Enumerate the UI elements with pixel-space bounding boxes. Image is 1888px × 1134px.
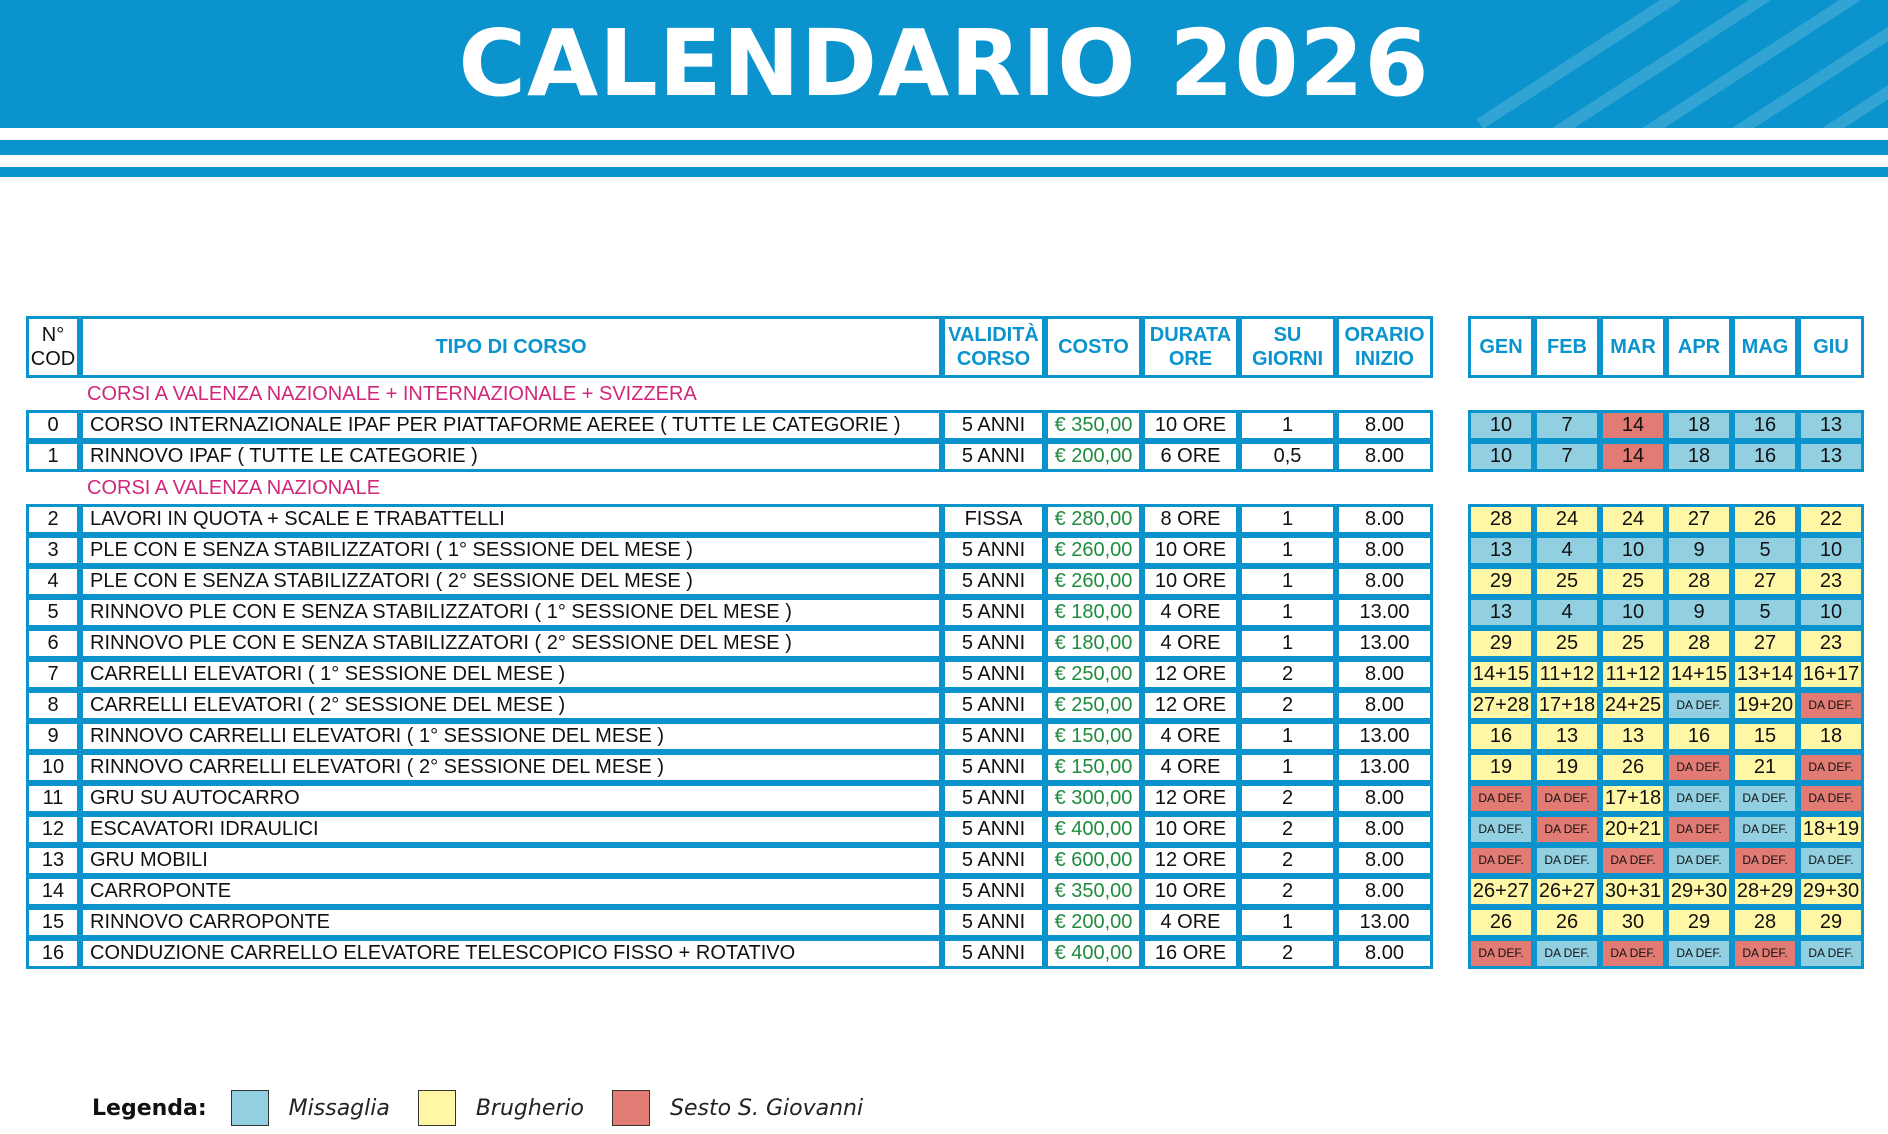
cell-validita: 5 ANNI xyxy=(942,566,1045,597)
cell-giorni: 1 xyxy=(1239,628,1336,659)
cell-cod: 4 xyxy=(26,566,80,597)
month-cell: 11+12 xyxy=(1534,659,1600,690)
cell-validita: 5 ANNI xyxy=(942,535,1045,566)
header-banner xyxy=(0,0,1888,128)
month-cell: 28 xyxy=(1468,504,1534,535)
cell-durata: 10 ORE xyxy=(1142,410,1239,441)
month-header-feb: FEB xyxy=(1534,316,1600,378)
month-cell: 16 xyxy=(1732,410,1798,441)
month-cell: DA DEF. xyxy=(1666,814,1732,845)
cell-orario: 8.00 xyxy=(1336,814,1433,845)
month-cell: 10 xyxy=(1468,410,1534,441)
month-cell: 24 xyxy=(1534,504,1600,535)
cell-giorni: 0,5 xyxy=(1239,441,1336,472)
month-cell: DA DEF. xyxy=(1798,690,1864,721)
month-cell: 13 xyxy=(1534,721,1600,752)
month-cell: 21 xyxy=(1732,752,1798,783)
cell-cod: 7 xyxy=(26,659,80,690)
cell-giorni: 2 xyxy=(1239,814,1336,845)
cell-validita: 5 ANNI xyxy=(942,690,1045,721)
month-cell: 25 xyxy=(1600,566,1666,597)
cell-costo: € 200,00 xyxy=(1045,907,1142,938)
month-row xyxy=(1468,876,1864,907)
month-cell: 27 xyxy=(1732,628,1798,659)
course-table xyxy=(26,316,1433,969)
cell-costo: € 350,00 xyxy=(1045,410,1142,441)
month-cell: 13+14 xyxy=(1732,659,1798,690)
month-cell: 13 xyxy=(1600,721,1666,752)
cell-durata: 4 ORE xyxy=(1142,907,1239,938)
month-header-gen: GEN xyxy=(1468,316,1534,378)
month-cell: 23 xyxy=(1798,628,1864,659)
cell-name: PLE CON E SENZA STABILIZZATORI ( 1° SESSIONE DEL MESE ) xyxy=(80,535,942,566)
month-cell: 26+27 xyxy=(1534,876,1600,907)
table-row xyxy=(26,504,1433,535)
cell-cod: 12 xyxy=(26,814,80,845)
cell-durata: 10 ORE xyxy=(1142,814,1239,845)
month-cell: 25 xyxy=(1534,628,1600,659)
cell-name: CARROPONTE xyxy=(80,876,942,907)
cell-giorni: 2 xyxy=(1239,659,1336,690)
cell-orario: 8.00 xyxy=(1336,938,1433,969)
month-row xyxy=(1468,783,1864,814)
cell-cod: 14 xyxy=(26,876,80,907)
legend-text-missaglia: Missaglia xyxy=(288,1095,390,1121)
cell-orario: 8.00 xyxy=(1336,441,1433,472)
month-cell: 14 xyxy=(1600,441,1666,472)
cell-name: GRU MOBILI xyxy=(80,845,942,876)
cell-durata: 12 ORE xyxy=(1142,783,1239,814)
month-cell: 20+21 xyxy=(1600,814,1666,845)
month-row xyxy=(1468,938,1864,969)
month-cell: 9 xyxy=(1666,597,1732,628)
month-cell: DA DEF. xyxy=(1468,845,1534,876)
cell-costo: € 150,00 xyxy=(1045,752,1142,783)
table-row xyxy=(26,441,1433,472)
month-cell: 15 xyxy=(1732,721,1798,752)
month-cell: 13 xyxy=(1798,441,1864,472)
cell-costo: € 350,00 xyxy=(1045,876,1142,907)
cell-cod: 15 xyxy=(26,907,80,938)
month-cell: DA DEF. xyxy=(1732,845,1798,876)
month-cell: 14+15 xyxy=(1666,659,1732,690)
month-header-mag: MAG xyxy=(1732,316,1798,378)
month-cell: DA DEF. xyxy=(1600,938,1666,969)
month-cell: DA DEF. xyxy=(1468,814,1534,845)
cell-validita: 5 ANNI xyxy=(942,845,1045,876)
month-cell: 19 xyxy=(1534,752,1600,783)
month-cell: 10 xyxy=(1600,535,1666,566)
cell-name: CONDUZIONE CARRELLO ELEVATORE TELESCOPICO FISSO + ROTATIVO xyxy=(80,938,942,969)
month-cell: 29+30 xyxy=(1666,876,1732,907)
month-cell: 30 xyxy=(1600,907,1666,938)
month-cell: DA DEF. xyxy=(1666,783,1732,814)
month-cell: 4 xyxy=(1534,597,1600,628)
cell-orario: 13.00 xyxy=(1336,721,1433,752)
cell-validita: 5 ANNI xyxy=(942,876,1045,907)
month-cell: 16 xyxy=(1468,721,1534,752)
cell-name: CARRELLI ELEVATORI ( 1° SESSIONE DEL MESE ) xyxy=(80,659,942,690)
table-row xyxy=(26,410,1433,441)
cell-durata: 12 ORE xyxy=(1142,690,1239,721)
cell-cod: 2 xyxy=(26,504,80,535)
month-cell: DA DEF. xyxy=(1534,783,1600,814)
cell-giorni: 2 xyxy=(1239,876,1336,907)
month-cell: DA DEF. xyxy=(1732,783,1798,814)
month-cell: 4 xyxy=(1534,535,1600,566)
month-cell: DA DEF. xyxy=(1468,938,1534,969)
cell-giorni: 1 xyxy=(1239,566,1336,597)
month-cell: 16 xyxy=(1732,441,1798,472)
cell-giorni: 1 xyxy=(1239,410,1336,441)
cell-costo: € 400,00 xyxy=(1045,938,1142,969)
month-cell: 28+29 xyxy=(1732,876,1798,907)
month-cell: 29 xyxy=(1798,907,1864,938)
month-cell: 7 xyxy=(1534,410,1600,441)
month-row xyxy=(1468,721,1864,752)
month-cell: 10 xyxy=(1600,597,1666,628)
month-row xyxy=(1468,597,1864,628)
cell-validita: FISSA xyxy=(942,504,1045,535)
page-title: CALENDARIO 2026 xyxy=(458,10,1430,117)
month-cell: 11+12 xyxy=(1600,659,1666,690)
table-row xyxy=(26,876,1433,907)
col-header-validita: VALIDITÀ CORSO xyxy=(942,316,1045,378)
month-cell: 13 xyxy=(1468,597,1534,628)
month-cell: DA DEF. xyxy=(1798,783,1864,814)
cell-costo: € 180,00 xyxy=(1045,597,1142,628)
cell-costo: € 300,00 xyxy=(1045,783,1142,814)
month-header-mar: MAR xyxy=(1600,316,1666,378)
cell-name: GRU SU AUTOCARRO xyxy=(80,783,942,814)
col-header-giorni: SU GIORNI xyxy=(1239,316,1336,378)
month-cell: 29 xyxy=(1666,907,1732,938)
month-cell: 25 xyxy=(1534,566,1600,597)
table-row xyxy=(26,628,1433,659)
cell-giorni: 1 xyxy=(1239,535,1336,566)
cell-costo: € 200,00 xyxy=(1045,441,1142,472)
cell-orario: 13.00 xyxy=(1336,597,1433,628)
month-cell: 23 xyxy=(1798,566,1864,597)
legend-swatch-brugherio xyxy=(418,1090,456,1126)
cell-durata: 10 ORE xyxy=(1142,566,1239,597)
table-row xyxy=(26,845,1433,876)
month-cell: 9 xyxy=(1666,535,1732,566)
month-cell: 13 xyxy=(1798,410,1864,441)
month-cell: 26+27 xyxy=(1468,876,1534,907)
cell-validita: 5 ANNI xyxy=(942,410,1045,441)
month-cell: 10 xyxy=(1468,441,1534,472)
cell-durata: 8 ORE xyxy=(1142,504,1239,535)
table-row xyxy=(26,597,1433,628)
cell-orario: 8.00 xyxy=(1336,876,1433,907)
cell-durata: 6 ORE xyxy=(1142,441,1239,472)
month-cell: 10 xyxy=(1798,535,1864,566)
legend xyxy=(92,1088,891,1128)
month-cell: DA DEF. xyxy=(1798,752,1864,783)
cell-validita: 5 ANNI xyxy=(942,721,1045,752)
cell-cod: 13 xyxy=(26,845,80,876)
cell-validita: 5 ANNI xyxy=(942,659,1045,690)
cell-durata: 12 ORE xyxy=(1142,659,1239,690)
table-row xyxy=(26,690,1433,721)
month-cell: 24+25 xyxy=(1600,690,1666,721)
cell-cod: 11 xyxy=(26,783,80,814)
cell-durata: 4 ORE xyxy=(1142,597,1239,628)
section-title-national: CORSI A VALENZA NAZIONALE xyxy=(87,476,381,499)
cell-validita: 5 ANNI xyxy=(942,907,1045,938)
month-cell: 17+18 xyxy=(1534,690,1600,721)
cell-name: LAVORI IN QUOTA + SCALE E TRABATTELLI xyxy=(80,504,942,535)
cell-durata: 4 ORE xyxy=(1142,752,1239,783)
cell-cod: 8 xyxy=(26,690,80,721)
month-cell: DA DEF. xyxy=(1798,938,1864,969)
cell-name: PLE CON E SENZA STABILIZZATORI ( 2° SESSIONE DEL MESE ) xyxy=(80,566,942,597)
month-cell: 19+20 xyxy=(1732,690,1798,721)
month-cell: 14+15 xyxy=(1468,659,1534,690)
cell-durata: 12 ORE xyxy=(1142,845,1239,876)
cell-name: RINNOVO CARRELLI ELEVATORI ( 1° SESSIONE DEL MESE ) xyxy=(80,721,942,752)
month-cell: 29+30 xyxy=(1798,876,1864,907)
cell-orario: 8.00 xyxy=(1336,566,1433,597)
cell-giorni: 1 xyxy=(1239,504,1336,535)
month-cell: 18 xyxy=(1798,721,1864,752)
cell-orario: 8.00 xyxy=(1336,659,1433,690)
month-header-apr: APR xyxy=(1666,316,1732,378)
col-header-tipo: TIPO DI CORSO xyxy=(80,316,942,378)
month-cell: DA DEF. xyxy=(1534,814,1600,845)
cell-name: RINNOVO PLE CON E SENZA STABILIZZATORI ( 2° SESSIONE DEL MESE ) xyxy=(80,628,942,659)
month-cell: 18+19 xyxy=(1798,814,1864,845)
month-row xyxy=(1468,845,1864,876)
section-title-international: CORSI A VALENZA NAZIONALE + INTERNAZIONALE + SVIZZERA xyxy=(87,382,697,405)
month-cell: 29 xyxy=(1468,628,1534,659)
month-cell: DA DEF. xyxy=(1666,845,1732,876)
cell-validita: 5 ANNI xyxy=(942,597,1045,628)
month-row xyxy=(1468,535,1864,566)
month-cell: 14 xyxy=(1600,410,1666,441)
month-cell: 26 xyxy=(1600,752,1666,783)
months-table xyxy=(1468,316,1864,969)
month-cell: 28 xyxy=(1666,566,1732,597)
cell-costo: € 280,00 xyxy=(1045,504,1142,535)
month-cell: DA DEF. xyxy=(1732,814,1798,845)
cell-name: RINNOVO PLE CON E SENZA STABILIZZATORI ( 1° SESSIONE DEL MESE ) xyxy=(80,597,942,628)
cell-costo: € 400,00 xyxy=(1045,814,1142,845)
table-row xyxy=(26,938,1433,969)
month-cell: 19 xyxy=(1468,752,1534,783)
cell-costo: € 260,00 xyxy=(1045,566,1142,597)
month-cell: DA DEF. xyxy=(1534,845,1600,876)
cell-durata: 10 ORE xyxy=(1142,876,1239,907)
cell-cod: 0 xyxy=(26,410,80,441)
month-row xyxy=(1468,814,1864,845)
cell-giorni: 2 xyxy=(1239,845,1336,876)
cell-cod: 16 xyxy=(26,938,80,969)
cell-validita: 5 ANNI xyxy=(942,628,1045,659)
cell-validita: 5 ANNI xyxy=(942,752,1045,783)
month-cell: DA DEF. xyxy=(1732,938,1798,969)
cell-cod: 1 xyxy=(26,441,80,472)
cell-giorni: 2 xyxy=(1239,690,1336,721)
month-header-giu: GIU xyxy=(1798,316,1864,378)
cell-orario: 13.00 xyxy=(1336,907,1433,938)
month-cell: 7 xyxy=(1534,441,1600,472)
col-header-cod: N° COD xyxy=(26,316,80,378)
table-row xyxy=(26,783,1433,814)
cell-orario: 13.00 xyxy=(1336,628,1433,659)
cell-cod: 9 xyxy=(26,721,80,752)
month-cell: 18 xyxy=(1666,441,1732,472)
table-row xyxy=(26,907,1433,938)
cell-validita: 5 ANNI xyxy=(942,783,1045,814)
cell-orario: 8.00 xyxy=(1336,410,1433,441)
month-cell: DA DEF. xyxy=(1534,938,1600,969)
cell-validita: 5 ANNI xyxy=(942,938,1045,969)
month-cell: 26 xyxy=(1534,907,1600,938)
legend-text-brugherio: Brugherio xyxy=(475,1095,584,1121)
legend-label: Legenda: xyxy=(92,1095,207,1121)
cell-name: CARRELLI ELEVATORI ( 2° SESSIONE DEL MESE ) xyxy=(80,690,942,721)
cell-orario: 8.00 xyxy=(1336,535,1433,566)
month-row xyxy=(1468,504,1864,535)
month-row xyxy=(1468,410,1864,441)
cell-costo: € 150,00 xyxy=(1045,721,1142,752)
month-row xyxy=(1468,628,1864,659)
month-row xyxy=(1468,907,1864,938)
cell-name: RINNOVO CARRELLI ELEVATORI ( 2° SESSIONE DEL MESE ) xyxy=(80,752,942,783)
month-cell: DA DEF. xyxy=(1468,783,1534,814)
legend-text-sesto: Sesto S. Giovanni xyxy=(670,1095,864,1121)
cell-orario: 8.00 xyxy=(1336,783,1433,814)
cell-validita: 5 ANNI xyxy=(942,441,1045,472)
cell-costo: € 250,00 xyxy=(1045,690,1142,721)
col-header-durata: DURATA ORE xyxy=(1142,316,1239,378)
cell-giorni: 2 xyxy=(1239,783,1336,814)
cell-durata: 4 ORE xyxy=(1142,721,1239,752)
month-row xyxy=(1468,441,1864,472)
month-cell: 18 xyxy=(1666,410,1732,441)
month-cell: DA DEF. xyxy=(1666,938,1732,969)
month-cell: 13 xyxy=(1468,535,1534,566)
cell-costo: € 250,00 xyxy=(1045,659,1142,690)
month-cell: DA DEF. xyxy=(1666,690,1732,721)
cell-cod: 6 xyxy=(26,628,80,659)
cell-cod: 5 xyxy=(26,597,80,628)
table-row xyxy=(26,814,1433,845)
month-cell: 26 xyxy=(1732,504,1798,535)
cell-giorni: 2 xyxy=(1239,938,1336,969)
month-cell: 5 xyxy=(1732,535,1798,566)
col-header-costo: COSTO xyxy=(1045,316,1142,378)
month-cell: 10 xyxy=(1798,597,1864,628)
cell-name: CORSO INTERNAZIONALE IPAF PER PIATTAFORME AEREE ( TUTTE LE CATEGORIE ) xyxy=(80,410,942,441)
cell-name: RINNOVO CARROPONTE xyxy=(80,907,942,938)
cell-cod: 10 xyxy=(26,752,80,783)
month-cell: 27+28 xyxy=(1468,690,1534,721)
cell-costo: € 600,00 xyxy=(1045,845,1142,876)
cell-validita: 5 ANNI xyxy=(942,814,1045,845)
month-cell: DA DEF. xyxy=(1600,845,1666,876)
table-row xyxy=(26,535,1433,566)
month-cell: 30+31 xyxy=(1600,876,1666,907)
month-cell: 16 xyxy=(1666,721,1732,752)
month-row xyxy=(1468,690,1864,721)
table-row xyxy=(26,659,1433,690)
cell-giorni: 1 xyxy=(1239,752,1336,783)
cell-durata: 10 ORE xyxy=(1142,535,1239,566)
month-cell: 17+18 xyxy=(1600,783,1666,814)
month-cell: 28 xyxy=(1666,628,1732,659)
month-cell: 25 xyxy=(1600,628,1666,659)
table-row xyxy=(26,721,1433,752)
month-cell: 28 xyxy=(1732,907,1798,938)
col-header-orario: ORARIO INIZIO xyxy=(1336,316,1433,378)
cell-orario: 8.00 xyxy=(1336,504,1433,535)
cell-orario: 13.00 xyxy=(1336,752,1433,783)
month-cell: 29 xyxy=(1468,566,1534,597)
cell-name: ESCAVATORI IDRAULICI xyxy=(80,814,942,845)
month-cell: 24 xyxy=(1600,504,1666,535)
table-row xyxy=(26,566,1433,597)
cell-giorni: 1 xyxy=(1239,907,1336,938)
cell-durata: 4 ORE xyxy=(1142,628,1239,659)
legend-swatch-sesto xyxy=(612,1090,650,1126)
table-row xyxy=(26,752,1433,783)
cell-durata: 16 ORE xyxy=(1142,938,1239,969)
month-cell: 5 xyxy=(1732,597,1798,628)
month-cell: DA DEF. xyxy=(1798,845,1864,876)
month-cell: 22 xyxy=(1798,504,1864,535)
month-cell: 26 xyxy=(1468,907,1534,938)
legend-swatch-missaglia xyxy=(231,1090,269,1126)
month-row xyxy=(1468,566,1864,597)
month-row xyxy=(1468,659,1864,690)
cell-name: RINNOVO IPAF ( TUTTE LE CATEGORIE ) xyxy=(80,441,942,472)
cell-costo: € 180,00 xyxy=(1045,628,1142,659)
month-cell: DA DEF. xyxy=(1666,752,1732,783)
month-cell: 16+17 xyxy=(1798,659,1864,690)
month-row xyxy=(1468,752,1864,783)
cell-giorni: 1 xyxy=(1239,597,1336,628)
cell-orario: 8.00 xyxy=(1336,690,1433,721)
month-cell: 27 xyxy=(1732,566,1798,597)
month-cell: 27 xyxy=(1666,504,1732,535)
cell-orario: 8.00 xyxy=(1336,845,1433,876)
cell-giorni: 1 xyxy=(1239,721,1336,752)
cell-costo: € 260,00 xyxy=(1045,535,1142,566)
cell-cod: 3 xyxy=(26,535,80,566)
